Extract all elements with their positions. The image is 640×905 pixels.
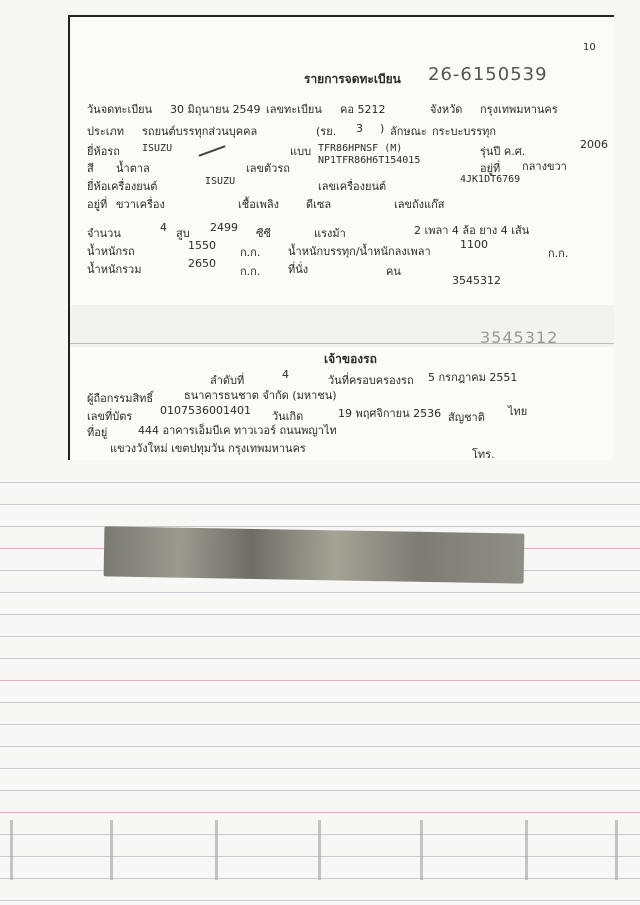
ros-close: ) (380, 122, 385, 135)
type-label: ประเภท (87, 125, 125, 138)
document-title: รายการจดทะเบียน (304, 72, 401, 86)
reg-date-label: วันจดทะเบียน (87, 103, 153, 116)
reg-date-value: 30 มิถุนายน 2549 (170, 103, 261, 116)
load-label: น้ำหนักบรรทุก/น้ำหนักลงเพลา (288, 245, 431, 258)
province-label: จังหวัด (430, 103, 463, 116)
cylinder-label: สูบ (176, 227, 190, 240)
holder-value: ธนาคารธนชาต จำกัด (มหาชน) (184, 389, 337, 402)
ruled-line (0, 636, 640, 637)
ruled-line (0, 746, 640, 747)
ghost-number: 3545312 (480, 328, 559, 347)
cylinder-value: 4 (160, 221, 167, 234)
ruled-line (0, 658, 640, 659)
ruled-line (0, 768, 640, 769)
load-unit: ก.ก. (548, 247, 569, 260)
chassis-label: เลขตัวรถ (246, 162, 290, 175)
weight-unit: ก.ก. (240, 246, 261, 259)
count-label: จำนวน (87, 227, 121, 240)
axle-text: 2 เพลา 4 ล้อ ยาง 4 เส้น (414, 224, 530, 237)
nationality-value: ไทย (508, 405, 528, 418)
id-card-label: เลขที่บัตร (87, 410, 133, 423)
chassis-value: NP1TFR86H6T154015 (318, 155, 421, 166)
binder-mark (318, 820, 321, 880)
possession-value: 5 กรกฎาคม 2551 (428, 371, 518, 384)
ruled-line (0, 526, 640, 527)
ros-value: 3 (356, 122, 363, 135)
binder-mark (525, 820, 528, 880)
holder-label: ผู้ถือกรรมสิทธิ์ (87, 392, 154, 405)
page-number: 10 (583, 42, 596, 53)
total-weight-value: 2650 (188, 257, 216, 270)
color-label: สี (87, 162, 94, 175)
model-value: TFR86HPNSF (M) (318, 143, 403, 154)
adhesive-tape (104, 526, 525, 583)
load-value: 1100 (460, 238, 488, 251)
fuel-value: ดีเซล (306, 198, 332, 211)
ruled-line (0, 724, 640, 725)
id-card-value: 0107536001401 (160, 404, 251, 417)
address-line-1: 444 อาคารเอ็มบีเค ทาวเวอร์ ถนนพญาไท (138, 424, 337, 437)
ruled-line (0, 614, 640, 615)
chassis-location-label: อยู่ที่ (480, 162, 501, 175)
seat-label: ที่นั่ง (288, 263, 309, 276)
document-number: 3545312 (452, 274, 501, 287)
horsepower-label: แรงม้า (314, 227, 346, 240)
character-label: ลักษณะ (390, 125, 427, 138)
binder-mark (215, 820, 218, 880)
year-label: รุ่นปี ค.ศ. (480, 145, 526, 158)
gas-tank-label: เลขถังแก๊ส (394, 198, 445, 211)
reg-no-label: เลขทะเบียน (266, 103, 322, 116)
birth-value: 19 พฤศจิกายน 2536 (338, 407, 442, 420)
ros-label: (รย. (316, 125, 337, 138)
year-value: 2006 (580, 138, 608, 151)
ruled-line (0, 482, 640, 483)
chassis-location-value: กลางขวา (522, 160, 567, 173)
order-value: 4 (282, 368, 289, 381)
ruled-line (0, 680, 640, 681)
total-weight-label: น้ำหนักรวม (87, 263, 142, 276)
card-top-border (68, 15, 614, 17)
reg-no-value: คอ 5212 (340, 103, 386, 116)
total-weight-unit: ก.ก. (240, 265, 261, 278)
possession-label: วันที่ครอบครองรถ (328, 374, 414, 387)
binder-mark (110, 820, 113, 880)
owner-heading: เจ้าของรถ (324, 352, 377, 366)
handwritten-number: 26-6150539 (428, 64, 548, 85)
province-value: กรุงเทพมหานคร (480, 103, 558, 116)
ruled-line (0, 900, 640, 901)
ruled-line (0, 702, 640, 703)
ruled-line (0, 790, 640, 791)
order-label: ลำดับที่ (210, 374, 245, 387)
binder-mark (10, 820, 13, 880)
engine-location-value: ขวาเครื่อง (116, 198, 165, 211)
birth-label: วันเกิด (272, 410, 304, 423)
card-left-border (68, 15, 70, 460)
engine-location-label: อยู่ที่ (87, 198, 108, 211)
binder-mark (420, 820, 423, 880)
fuel-label: เชื้อเพลิง (238, 198, 279, 211)
character-value: กระบะบรรทุก (432, 125, 497, 138)
seat-unit: คน (386, 265, 401, 278)
brand-label: ยี่ห้อรถ (87, 145, 120, 158)
engine-brand-label: ยี่ห้อเครื่องยนต์ (87, 180, 158, 193)
weight-value: 1550 (188, 239, 216, 252)
engine-no-label: เลขเครื่องยนต์ (318, 180, 387, 193)
weight-label: น้ำหนักรถ (87, 245, 135, 258)
cc-label: ซีซี (256, 227, 271, 240)
cc-value: 2499 (210, 221, 238, 234)
type-value: รถยนต์บรรทุกส่วนบุคคล (142, 125, 258, 138)
ruled-line (0, 592, 640, 593)
ruled-line (0, 504, 640, 505)
color-value: น้ำตาล (116, 162, 150, 175)
address-line-2: แขวงวังใหม่ เขตปทุมวัน กรุงเทพมหานคร (110, 442, 306, 455)
ruled-line (0, 812, 640, 813)
engine-no-value: 4JK1DT6769 (460, 174, 521, 185)
binder-mark (615, 820, 618, 880)
address-label: ที่อยู่ (87, 426, 108, 439)
engine-brand-value: ISUZU (205, 176, 236, 187)
phone-label: โทร. (472, 448, 495, 461)
model-label: แบบ (290, 145, 312, 158)
nationality-label: สัญชาติ (448, 411, 485, 424)
brand-value: ISUZU (142, 143, 173, 154)
